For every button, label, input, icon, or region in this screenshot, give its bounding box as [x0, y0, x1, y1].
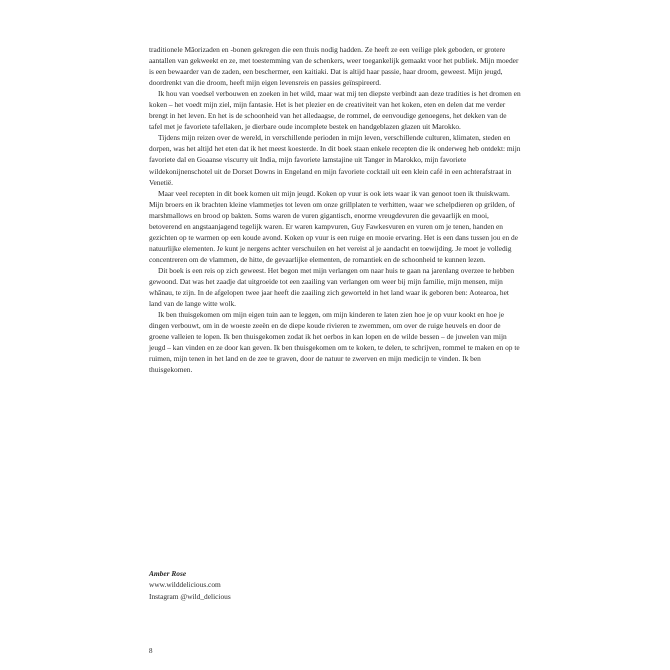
signature-block: [149, 568, 231, 602]
paragraph-2: Ik hou van voedsel verbouwen en zoeken in het wild, maar wat mij ten diepste verbindt aan deze tradities is het dromen en koken – het voedt mijn ziel, mijn fantasie. Het is het plezier en de creativiteit van het koken, eten en delen dat me verder brengt in het leven. En het is de schoonheid van het alledaagse, de rommel, de eenvoudige genoegens, het dekken van de tafel met je favoriete tafellaken, je dierbare oude incomplete bestek en handgeblazen glazen uit Marokko.: [149, 89, 521, 132]
body-text: [149, 44, 521, 375]
paragraph-3: Tijdens mijn reizen over de wereld, in verschillende perioden in mijn leven, verschillende culturen, klimaten, steden en dorpen, was het altijd het eten dat ik het meest koesterde. In dit boek staan enkele recepten die ik onderweg heb ontdekt: mijn favoriete dal en Goaanse viscurry uit India, mijn favoriete lamstajine uit Tanger in Marokko, mijn favoriete wildekonijnenschotel uit de Dorset Downs in Engeland en mijn favoriete cocktail uit een klein café in een achterafstraat in Venetië.: [149, 133, 521, 187]
author-name: Amber Rose: [149, 569, 187, 578]
paragraph-5: Dit boek is een reis op zich geweest. Het begon met mijn verlangen om naar huis te gaan na jarenlang overzee te hebben gewoond. Dat was het zaadje dat uitgroeide tot een zaailing van verlangen om weer bij mijn familie, mijn mensen, mijn whānau, te zijn. In de afgelopen twee jaar heeft die zaailing zich geworteld in het land waar ik geboren ben: Aotearoa, het land van de lange witte wolk.: [149, 265, 515, 309]
page-number: 8: [149, 647, 153, 655]
paragraph-6: Ik ben thuisgekomen om mijn eigen tuin aan te leggen, om mijn kinderen te laten zien hoe je op vuur kookt en hoe je dingen verbouwt, om in de woeste zeeën en de diepe koude rivieren te zwemmen, om over de ruige heuvels en door de groene valleien te lopen. Ik ben thuisgekomen zodat ik het oerbos in kan lopen en de wilde bessen – de juwelen van mijn jeugd – kan vinden en ze door kan geven. Ik ben thuisgekomen om te koken, te delen, te schrijven, rommel te maken en op te ruimen, mijn tenen in het land en de zee te graven, door de natuur te zwerven en mijn medicijn te vinden. Ik ben thuisgekomen.: [149, 310, 520, 375]
author-instagram: Instagram @wild_delicious: [149, 591, 231, 601]
paragraph-4: Maar veel recepten in dit boek komen uit mijn jeugd. Koken op vuur is ook iets waar ik van genoot toen ik thuiskwam. Mijn broers en ik brachten kleine vlammetjes tot leven om onze grillplaten te verhitten, waar we schelpdieren op grilden, of marshmallows en brood op bakten. Soms waren de vuren gigantisch, enorme vreugdevuren die gevaarlijk en mooi, betoverend en angstaanjagend tegelijk waren. Er waren kampvuren, Guy Fawkesvuren en vuren om je tenen, handen en gezichten op te warmen op een koude avond. Koken op vuur is een ruige en mooie ervaring. Het is een dans tussen jou en de natuurlijke elementen. Je kunt je nergens achter verschuilen en het vereist al je aandacht en toewijding. Je moet je volledig concentreren om de vlammen, de hitte, de gevaarlijke elementen, de romantiek en de schoonheid te kunnen lezen.: [149, 188, 519, 264]
paragraph-1: traditionele Māorizaden en -bonen gekregen die een thuis nodig hadden. Ze heeft ze een veilige plek geboden, er grotere aantallen van gekweekt en ze, met toestemming van de schenkers, weer toegankelijk gemaakt voor het publiek. Mijn moeder is een bewaarder van de zaden, een beschermer, een kaitiaki. Dat is altijd haar passie, haar droom, geweest. Mijn jeugd, doordrenkt van die droom, heeft mijn eigen levensreis en passies geïnspireerd.: [149, 45, 519, 88]
author-website: www.wilddelicious.com: [149, 580, 221, 590]
